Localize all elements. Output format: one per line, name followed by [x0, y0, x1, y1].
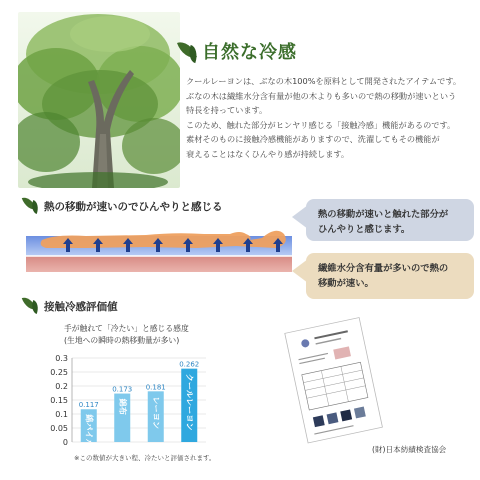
category-label: 綿パイル — [84, 414, 95, 448]
value-label: 0.173 — [112, 385, 133, 394]
mattress-diagram — [26, 222, 292, 276]
value-label: 0.117 — [78, 401, 99, 410]
y-tick-label: 0.1 — [55, 410, 68, 419]
callout-cooling: 熱の移動が速いと触れた部分が ひんやりと感じます。 — [306, 199, 474, 241]
y-tick-label: 0.2 — [55, 382, 68, 391]
chart-footnote: ※この数値が大きい程、冷たいと評価されます。 — [74, 454, 216, 462]
category-label: レーヨン — [151, 396, 162, 430]
organization-label: (財)日本紡績検査協会 — [372, 445, 447, 454]
evaluation-title: 接触冷感評価値 — [44, 301, 118, 313]
value-label: 0.181 — [145, 383, 166, 392]
tree-photo — [18, 12, 180, 188]
section-title: 自然な冷感 — [202, 42, 297, 63]
y-tick-label: 0.15 — [50, 396, 68, 405]
chart-subtitle: (生地への瞬時の熱移動量が多い) — [64, 336, 180, 345]
y-tick-label: 0.25 — [50, 368, 68, 377]
y-tick-label: 0.3 — [55, 354, 68, 363]
value-label: 0.262 — [179, 360, 200, 369]
heat-transfer-title: 熱の移動が速いのでひんやりと感じる — [44, 201, 223, 213]
category-label: クールレーヨン — [184, 373, 195, 431]
category-label: 綿布 — [117, 398, 128, 415]
intro-paragraph: クールレーヨンは、ぶなの木100%を原料として開発されたアイテムです。 ぶなの木は繊維水分含有量が他の木よりも多いので熱の移動が速いという 特長を持っています。 このため、触れた部分がヒンヤリ感じる「接触冷感」機能があるのです。 素材そのものに接触冷感機能がありますので、洗濯してもその機能が 衰えることはなくひんやり感が持続します。 — [186, 76, 462, 159]
chart-subtitle: 手が触れて「冷たい」と感じる感度 — [64, 324, 189, 333]
test-certificate-image — [284, 316, 386, 448]
callout-moisture: 繊維水分含有量が多いので熱の 移動が速い。 — [306, 253, 474, 299]
y-tick-label: 0 — [62, 438, 68, 447]
cooling-bar-chart — [42, 352, 210, 448]
y-tick-label: 0.05 — [50, 424, 68, 433]
